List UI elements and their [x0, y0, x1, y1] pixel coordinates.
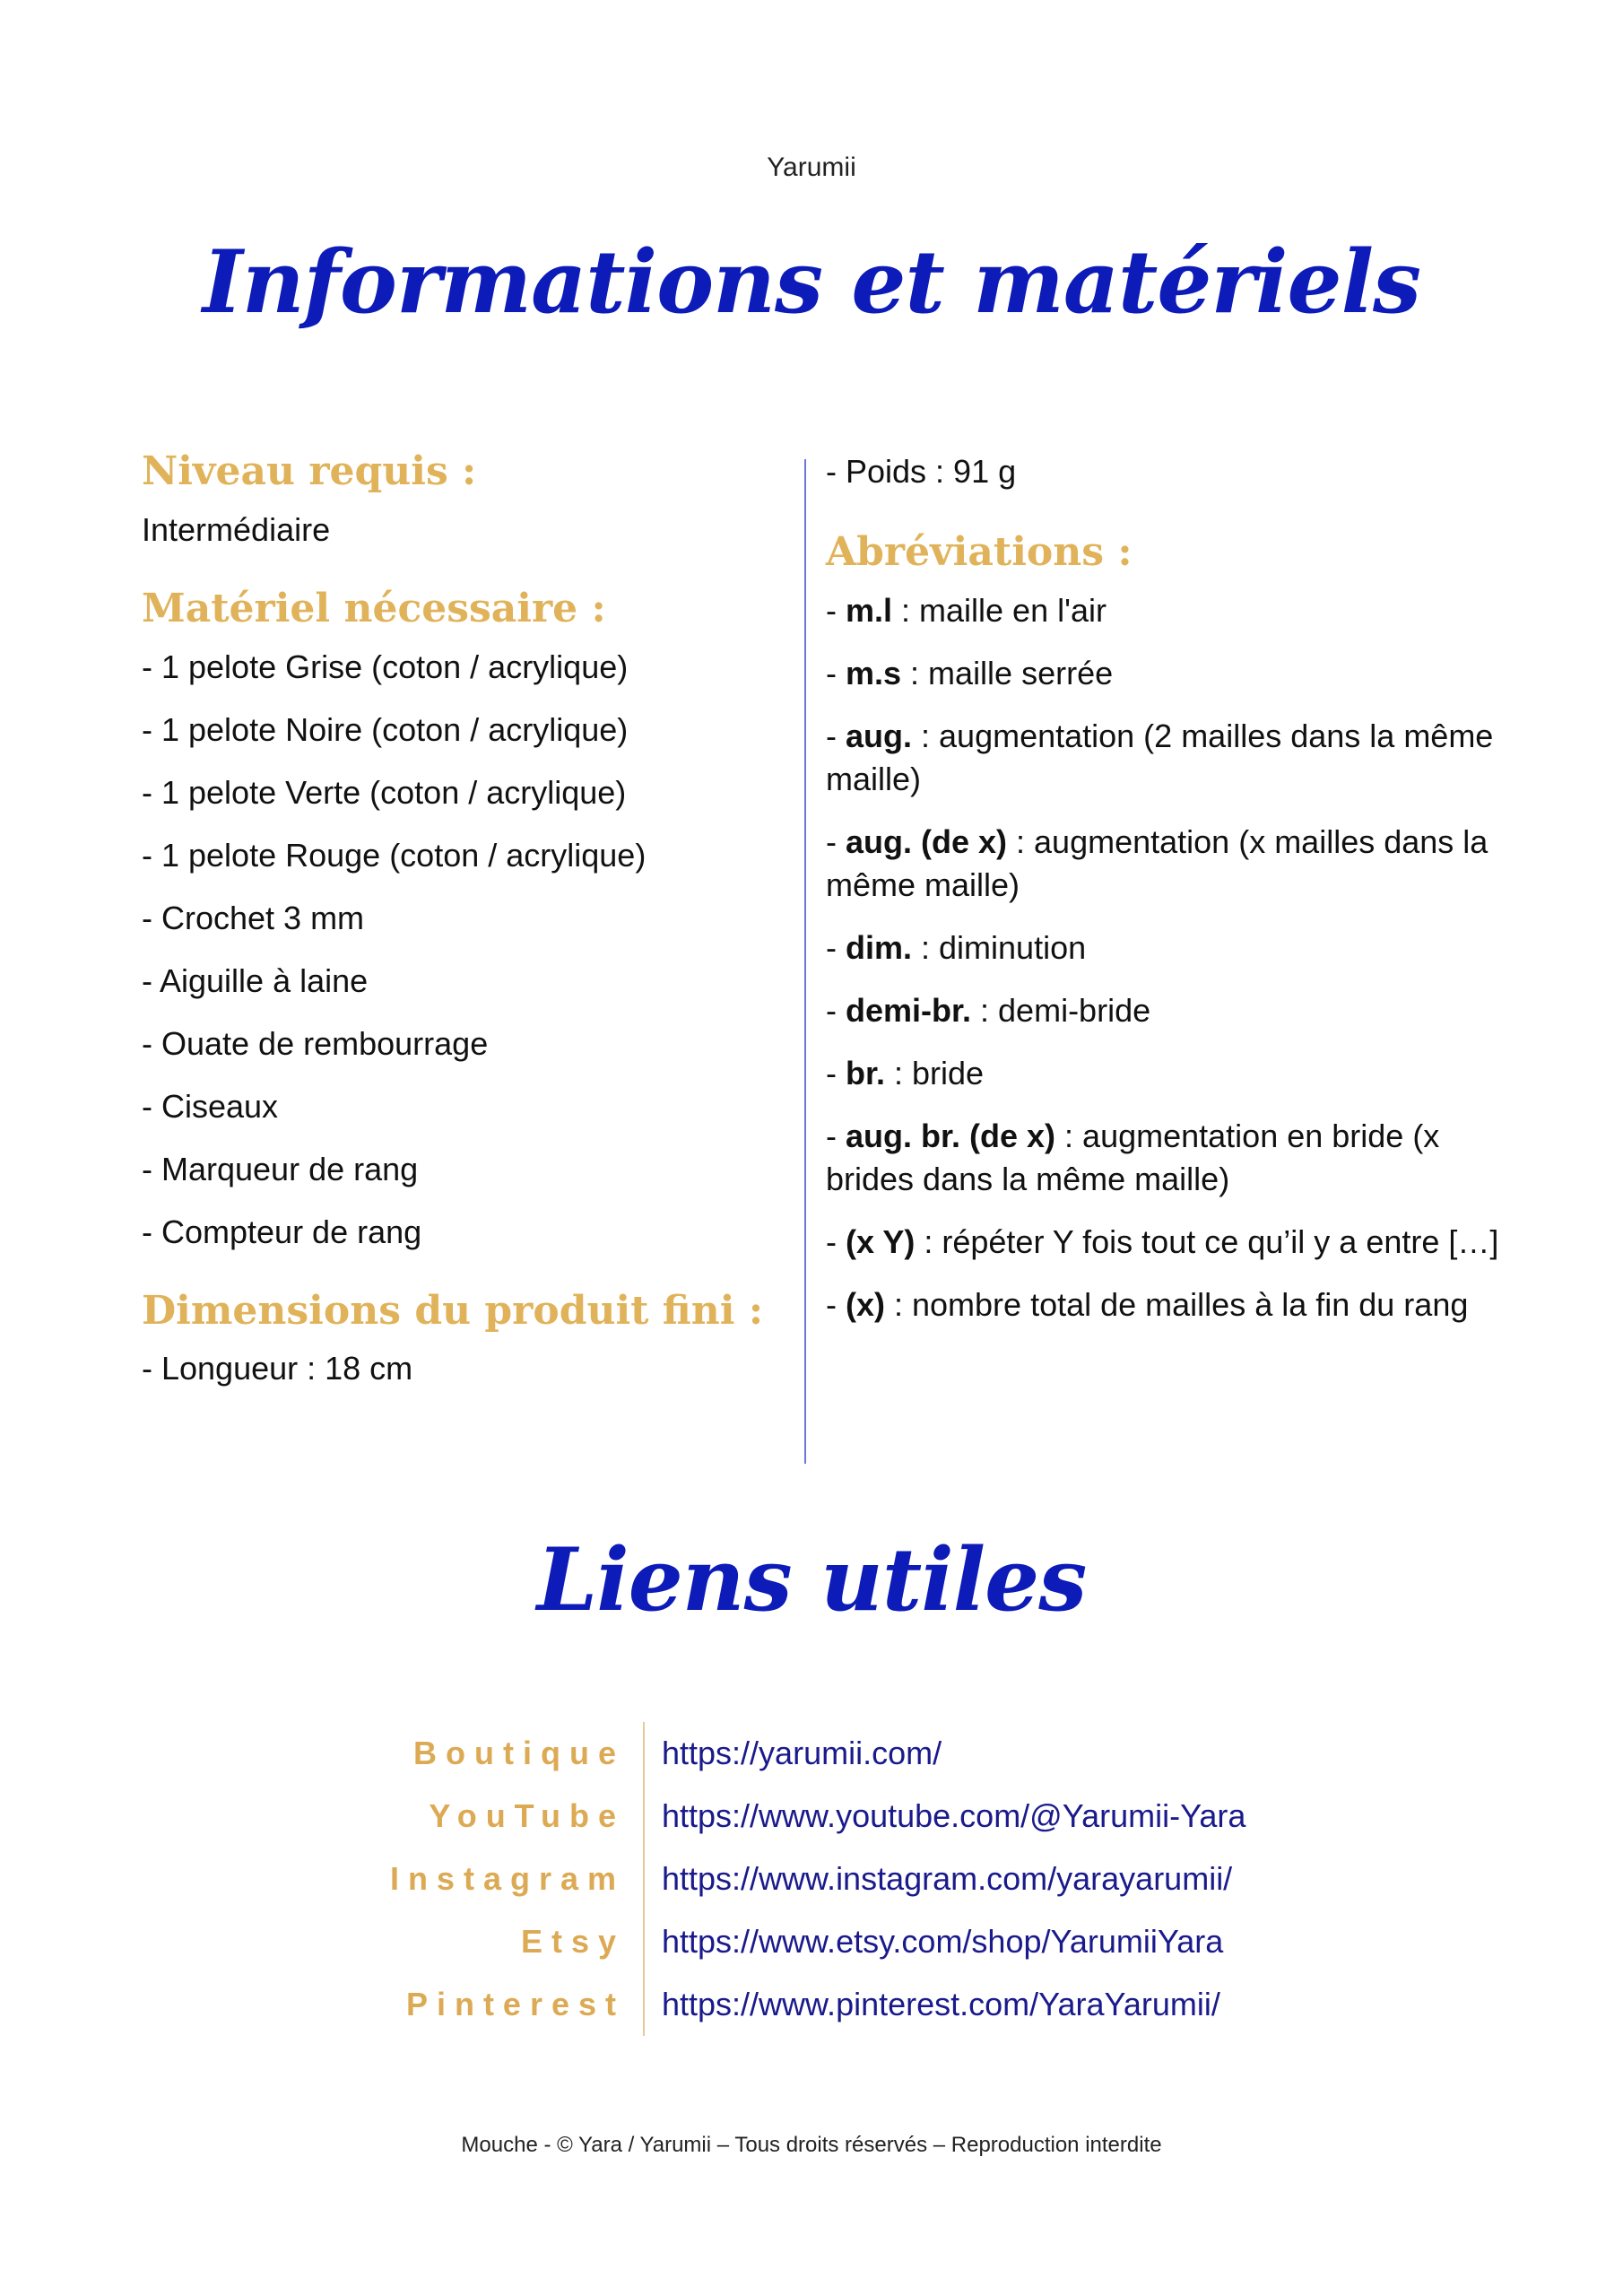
abbreviation-item: - m.l : maille en l'air [826, 591, 1107, 629]
materiel-list [142, 646, 787, 1254]
abbreviation-item: - br. : bride [826, 1054, 985, 1091]
abbreviation-term: demi-br. [846, 991, 972, 1029]
page-header: Yarumii [767, 152, 856, 182]
abbreviation-term: dim. [846, 928, 913, 966]
list-item: - 1 pelote Grise (coton / acrylique) [142, 648, 629, 685]
link-url-pinterest[interactable]: https://www.pinterest.com/YaraYarumii/ [662, 1986, 1220, 2022]
list-item: - Crochet 3 mm [142, 899, 365, 936]
abbreviation-desc: : bride [885, 1054, 985, 1091]
list-item: - 1 pelote Noire (coton / acrylique) [142, 710, 629, 748]
list-item: - Aiguille à laine [142, 961, 369, 999]
list-item: - Compteur de rang [142, 1213, 422, 1250]
abbreviation-item: - m.s : maille serrée [826, 654, 1114, 691]
abbreviation-desc: : demi-bride [971, 991, 1151, 1029]
list-item: - Ciseaux [142, 1087, 279, 1125]
abbreviation-term: aug. br. (de x) [846, 1117, 1056, 1154]
list-item: - 1 pelote Rouge (coton / acrylique) [142, 836, 647, 874]
abbreviation-item: - (x Y) : répéter Y fois tout ce qu’il y a entre […] [826, 1222, 1499, 1260]
links-urls [662, 1722, 1245, 2036]
abbreviation-item: - dim. : diminution [826, 928, 1087, 966]
page-title: Informations et matériels [202, 231, 1421, 333]
abbreviation-item: - aug. : augmentation (2 mailles dans la même maille) [826, 717, 1494, 797]
link-url-youtube[interactable]: https://www.youtube.com/@Yarumii-Yara [662, 1797, 1246, 1834]
abbreviation-term: (x Y) [846, 1222, 916, 1260]
niveau-heading: Niveau requis : [142, 448, 477, 494]
page-footer: Mouche - © Yara / Yarumii – Tous droits réservés – Reproduction interdite [461, 2133, 1162, 2157]
abbreviation-term: m.l [846, 591, 893, 629]
link-label-pinterest: Pinterest [405, 1986, 625, 2022]
abbreviation-desc: : maille en l'air [892, 591, 1107, 629]
poids-value: - Poids : 91 g [826, 453, 1017, 490]
materiel-heading: Matériel nécessaire : [142, 585, 606, 631]
abbreviation-term: (x) [846, 1285, 885, 1323]
left-column [142, 448, 787, 1390]
links-title: Liens utiles [536, 1529, 1087, 1631]
abbreviation-desc: : nombre total de mailles à la fin du rang [885, 1285, 1469, 1323]
link-url-instagram[interactable]: https://www.instagram.com/yarayarumii/ [662, 1860, 1233, 1897]
niveau-value: Intermédiaire [142, 510, 331, 548]
list-item: - Marqueur de rang [142, 1150, 419, 1187]
link-url-boutique[interactable]: https://yarumii.com/ [662, 1735, 942, 1771]
abbreviations-heading: Abréviations : [826, 529, 1133, 575]
abbreviation-desc: : maille serrée [901, 654, 1114, 691]
link-label-etsy: Etsy [520, 1923, 625, 1960]
right-column [804, 453, 1516, 1464]
abbreviation-desc: : répéter Y fois tout ce qu’il y a entre […] [915, 1222, 1499, 1260]
list-item: - 1 pelote Verte (coton / acrylique) [142, 773, 627, 811]
abbreviation-item: - aug. (de x) : augmentation (x mailles dans la même maille) [826, 822, 1488, 903]
abbreviation-desc: : augmentation (x mailles dans la même maille) [826, 822, 1488, 903]
link-url-etsy[interactable]: https://www.etsy.com/shop/YarumiiYara [662, 1923, 1224, 1960]
abbreviation-desc: : diminution [912, 928, 1087, 966]
abbreviation-item: - aug. br. (de x) : augmentation en bride (x brides dans la même maille) [826, 1117, 1440, 1197]
abbreviation-item: - demi-br. : demi-bride [826, 991, 1151, 1029]
longueur-value: - Longueur : 18 cm [142, 1350, 413, 1387]
abbreviations-list [826, 589, 1516, 1326]
abbreviation-term: br. [846, 1054, 886, 1091]
abbreviation-term: aug. (de x) [846, 822, 1008, 860]
list-item: - Ouate de rembourrage [142, 1024, 489, 1062]
link-label-boutique: Boutique [413, 1735, 625, 1771]
link-label-youtube: YouTube [429, 1797, 625, 1834]
abbreviation-desc: : augmentation en bride (x brides dans la même maille) [826, 1117, 1440, 1197]
abbreviation-term: aug. [846, 717, 913, 754]
abbreviation-item: - (x) : nombre total de mailles à la fin du rang [826, 1285, 1469, 1323]
dimensions-heading: Dimensions du produit fini : [142, 1287, 764, 1334]
abbreviation-desc: : augmentation (2 mailles dans la même maille) [826, 717, 1494, 797]
links-labels [377, 1722, 645, 2036]
abbreviation-term: m.s [846, 654, 902, 691]
link-label-instagram: Instagram [389, 1860, 625, 1897]
